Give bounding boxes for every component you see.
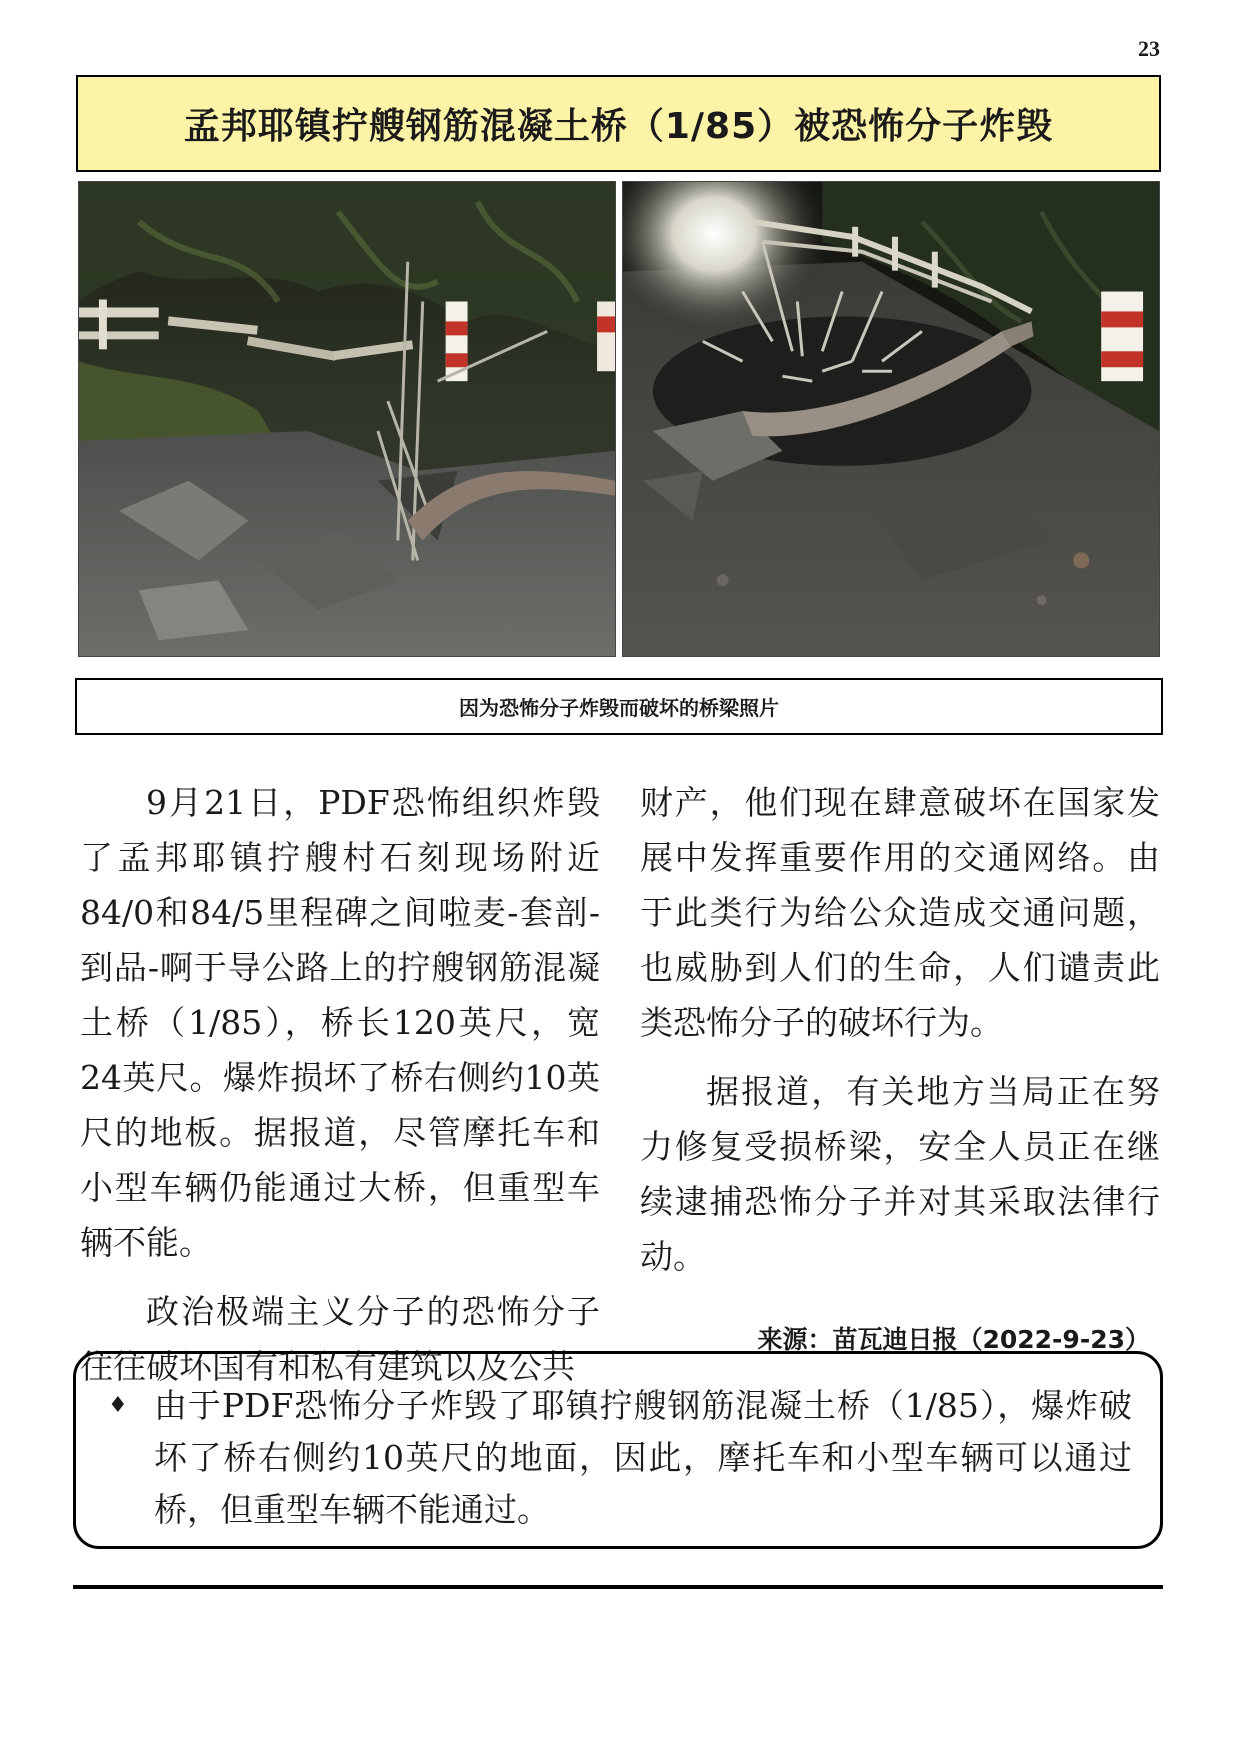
article-paragraph: 政治极端主义分子的恐怖分子往往破坏国有和私有建筑以及公共 bbox=[80, 1292, 600, 1386]
title-banner bbox=[76, 75, 1161, 172]
article-paragraph: 财产，他们现在肆意破坏在国家发展中发挥重要作用的交通网络。由于此类行为给公众造成交通问题，也威胁到人们的生命，人们谴责此类恐怖分子的破坏行为。 bbox=[640, 783, 1160, 1042]
summary-text: 由于PDF恐怖分子炸毁了耶镇拧艘钢筋混凝土桥（1/85），爆炸破坏了桥右侧约10英尺的地面，因此，摩托车和小型车辆可以通过桥，但重型车辆不能通过。 bbox=[154, 1386, 1132, 1529]
page-title: 孟邦耶镇拧艘钢筋混凝土桥（1/85）被恐怖分子炸毁 bbox=[183, 106, 1054, 147]
article-paragraph: 9月21日，PDF恐怖组织炸毁了孟邦耶镇拧艘村石刻现场附近84/0和84/5里程碑之间啦麦-套剖-到品-啊于导公路上的拧艘钢筋混凝土桥（1/85），桥长120英尺，宽24英尺。爆炸损坏了桥右侧约10英尺的地板。据报道，尽管摩托车和小型车辆仍能通过大桥，但重型车辆不能。 bbox=[80, 783, 600, 1262]
article-body bbox=[80, 775, 1160, 1386]
article-column-left bbox=[80, 775, 600, 1386]
article-column-right bbox=[640, 775, 1160, 1354]
summary-box bbox=[73, 1351, 1163, 1549]
bottom-divider bbox=[73, 1585, 1163, 1589]
article-source: 来源：苗瓦迪日报（2022-9-23） bbox=[757, 1325, 1150, 1354]
photo-caption bbox=[75, 678, 1163, 735]
page-number: 23 bbox=[1138, 36, 1160, 61]
photo-caption-text: 因为恐怖分子炸毁而破坏的桥梁照片 bbox=[459, 696, 779, 720]
article-paragraph: 据报道，有关地方当局正在努力修复受损桥梁，安全人员正在继续逮捕恐怖分子并对其采取法律行动。 bbox=[640, 1072, 1160, 1276]
diamond-bullet-icon: ♦ bbox=[108, 1393, 128, 1418]
bridge-damage-photo-right bbox=[622, 181, 1160, 657]
bridge-damage-photo-left bbox=[78, 181, 616, 657]
